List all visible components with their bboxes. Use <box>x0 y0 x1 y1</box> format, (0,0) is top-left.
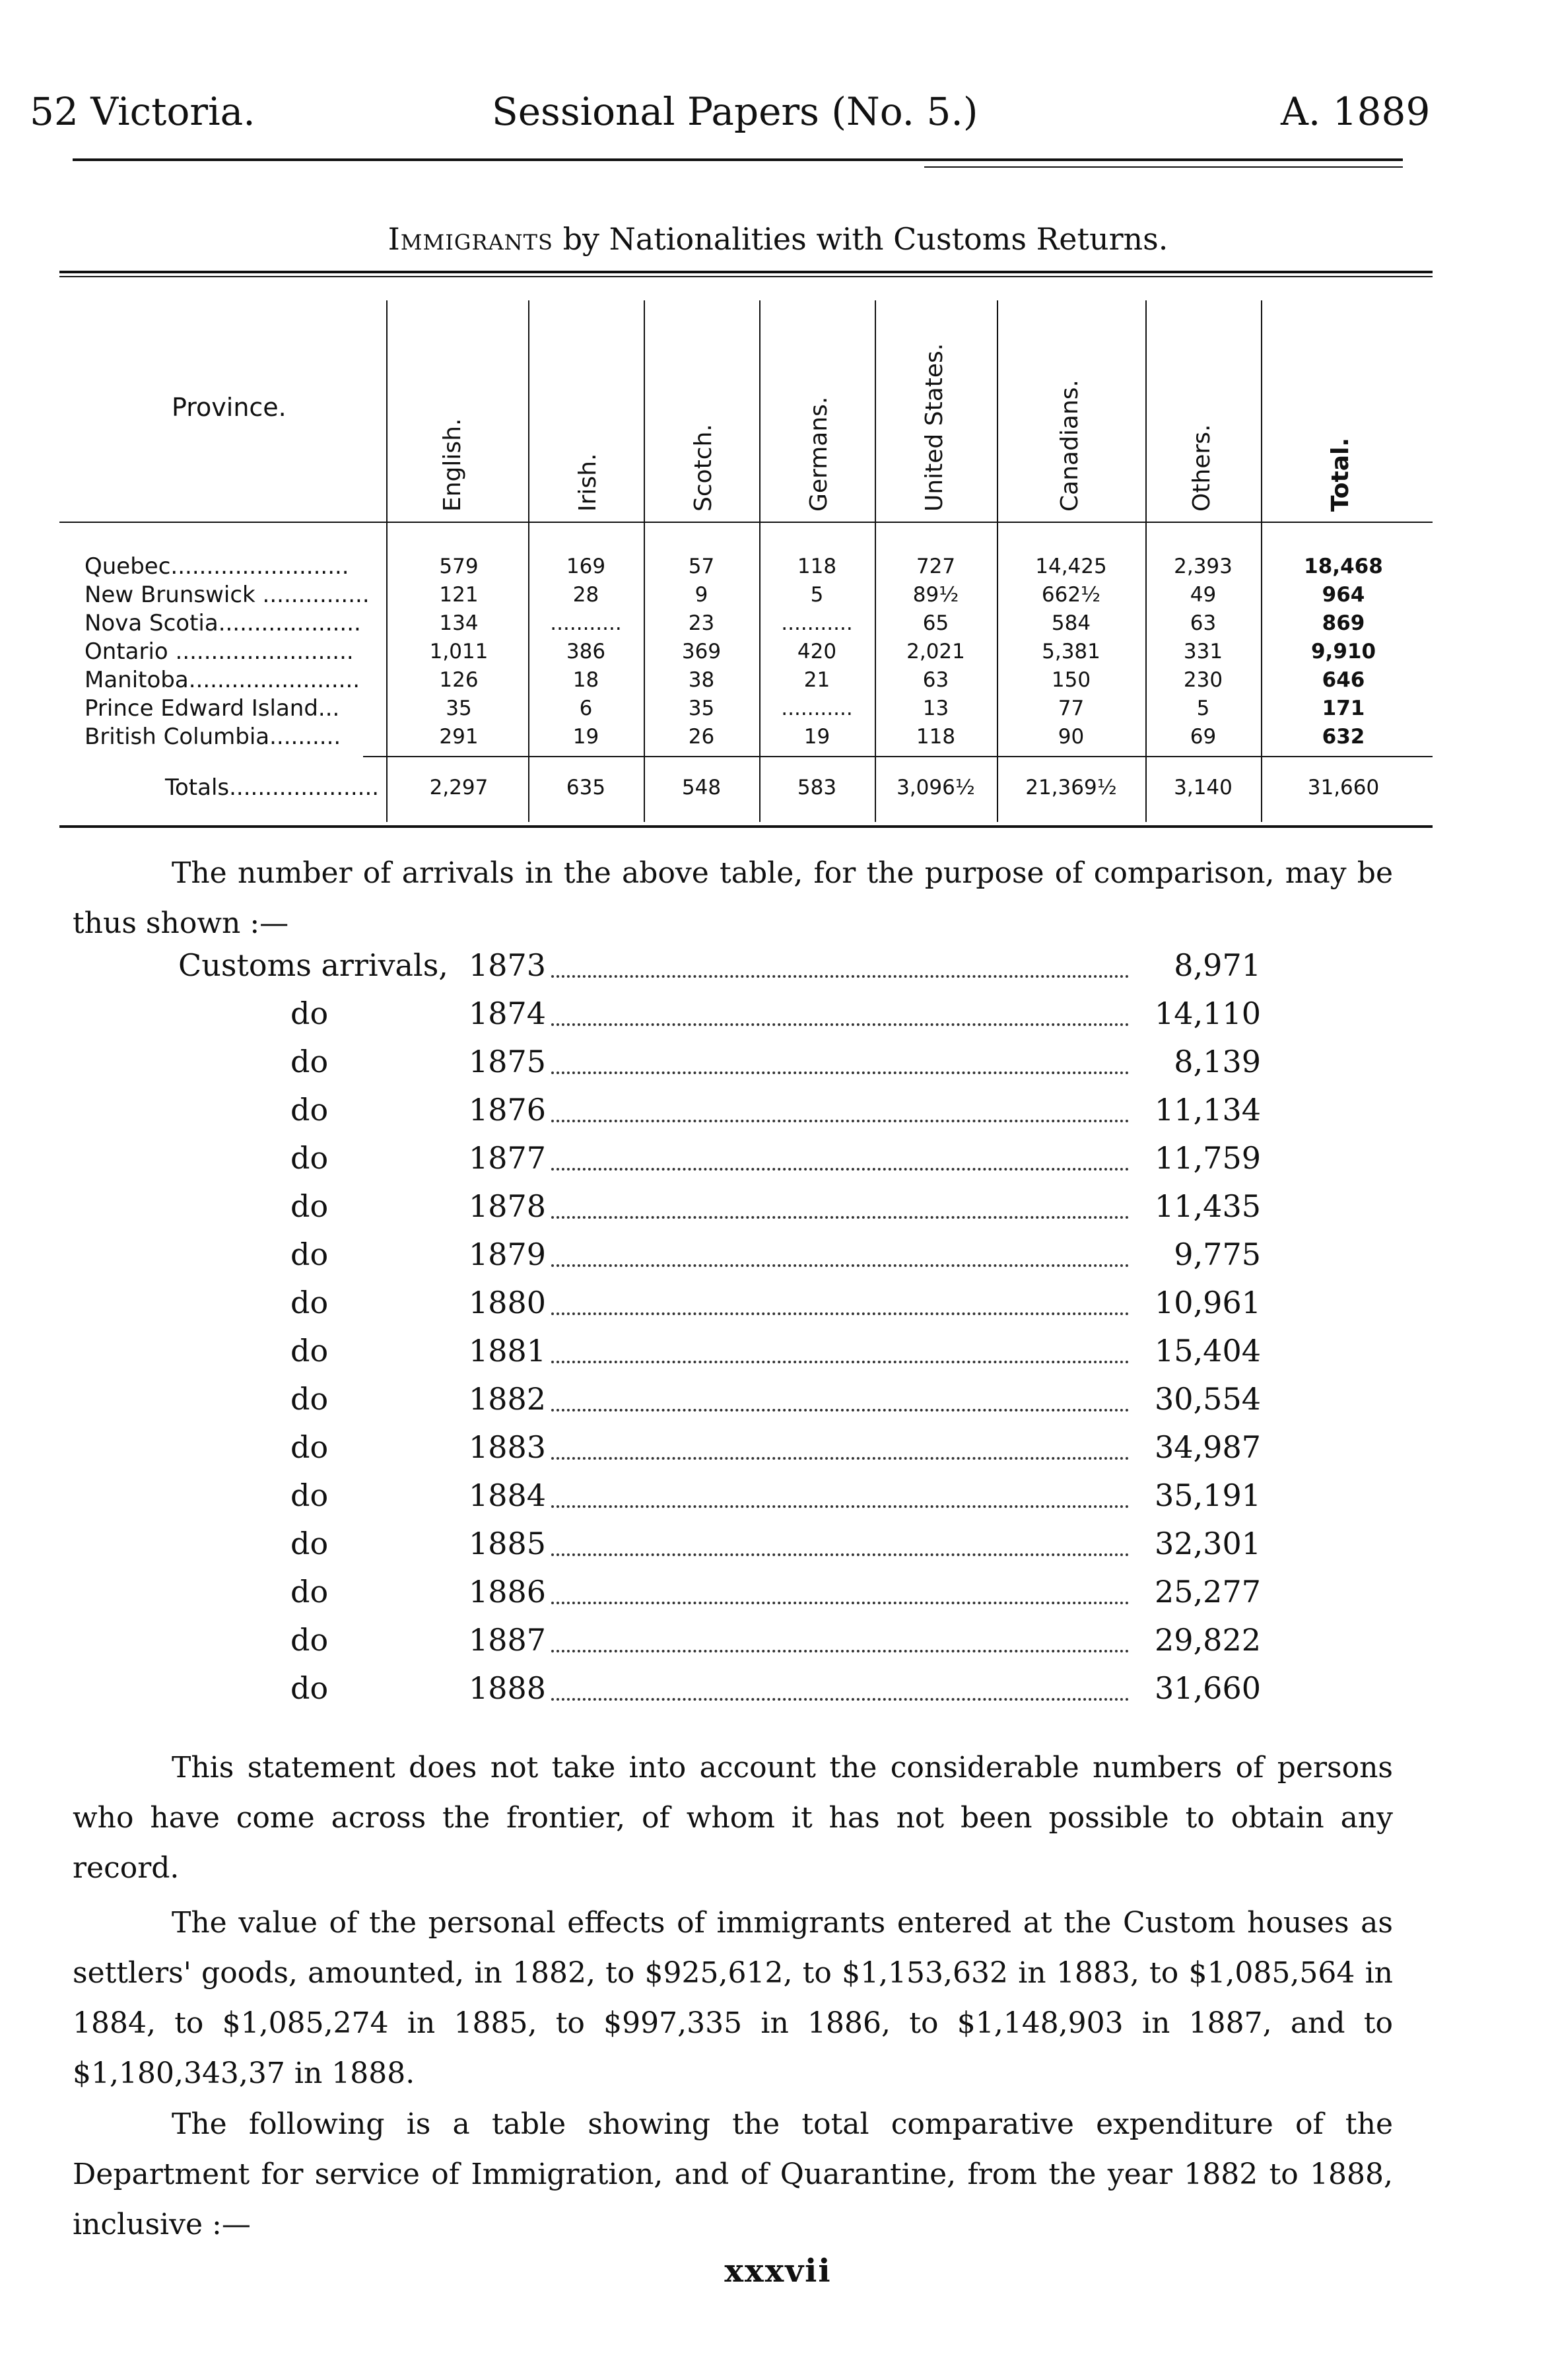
paragraph-expenditure <box>73 2099 1393 2250</box>
total-cell: 635 <box>566 776 606 799</box>
arrivals-label: do <box>290 1237 329 1272</box>
arrivals-row <box>178 1044 1261 1085</box>
col-header-total: Total. <box>1327 437 1354 512</box>
province-name: Nova Scotia.................... <box>85 610 361 636</box>
table-cell: 5 <box>810 583 824 607</box>
dot-leader <box>551 1650 1129 1652</box>
dot-leader <box>551 1409 1129 1411</box>
arrivals-value: 30,554 <box>1155 1381 1261 1417</box>
table-cell: 69 <box>1190 725 1217 749</box>
arrivals-label: do <box>290 1333 329 1369</box>
arrivals-row <box>178 1429 1261 1470</box>
arrivals-label: do <box>290 1188 329 1224</box>
page-number: xxxvii <box>724 2253 832 2290</box>
dot-leader <box>551 975 1129 978</box>
header-center: Sessional Papers (No. 5.) <box>492 89 978 134</box>
dot-leader <box>551 1457 1129 1460</box>
table-cell: 38 <box>688 668 715 692</box>
table-cell: ........... <box>781 611 853 635</box>
dot-leader <box>551 1023 1129 1026</box>
total-cell: 21,369½ <box>1025 776 1117 799</box>
arrivals-value: 29,822 <box>1155 1622 1261 1658</box>
arrivals-year: 1879 <box>469 1237 547 1272</box>
arrivals-value: 35,191 <box>1155 1478 1261 1513</box>
arrivals-year: 1878 <box>469 1188 547 1224</box>
table-cell: 5,381 <box>1042 640 1100 663</box>
arrivals-row <box>178 1574 1261 1615</box>
table-cell: 169 <box>566 555 606 578</box>
province-name: New Brunswick ............... <box>85 582 370 608</box>
province-name: Quebec......................... <box>85 553 349 580</box>
arrivals-year: 1886 <box>469 1574 547 1610</box>
table-cell: 727 <box>916 555 956 578</box>
arrivals-label: do <box>290 1478 329 1513</box>
total-cell: 583 <box>797 776 837 799</box>
arrivals-value: 8,139 <box>1174 1044 1261 1079</box>
province-name: Ontario ......................... <box>85 638 354 665</box>
table-cell: 150 <box>1051 668 1091 692</box>
totals-rule <box>363 756 1433 757</box>
table-cell: 386 <box>566 640 606 663</box>
arrivals-label: do <box>290 1429 329 1465</box>
table-cell: 230 <box>1183 668 1223 692</box>
table-cell: 964 <box>1322 583 1365 607</box>
arrivals-label: do <box>290 1526 329 1561</box>
table-cell: 14,425 <box>1035 555 1107 578</box>
table-cell: 35 <box>446 697 472 720</box>
col-divider <box>1261 300 1262 822</box>
table-cell: 584 <box>1051 611 1091 635</box>
arrivals-year: 1873 <box>469 947 547 983</box>
table-cell: 291 <box>439 725 479 749</box>
col-header-irish: Irish. <box>574 453 601 512</box>
col-divider <box>997 300 998 822</box>
table-cell: 579 <box>439 555 479 578</box>
table-cell: 5 <box>1196 697 1210 720</box>
arrivals-value: 11,134 <box>1155 1092 1261 1128</box>
arrivals-row <box>178 1237 1261 1277</box>
table-cell: 19 <box>803 725 830 749</box>
arrivals-value: 10,961 <box>1155 1285 1261 1320</box>
arrivals-year: 1883 <box>469 1429 547 1465</box>
dot-leader <box>551 1505 1129 1508</box>
arrivals-year: 1882 <box>469 1381 547 1417</box>
table-cell: 18,468 <box>1304 555 1383 578</box>
dot-leader <box>551 1312 1129 1315</box>
intro-paragraph <box>73 848 1393 949</box>
arrivals-year: 1884 <box>469 1478 547 1513</box>
table-cell: 26 <box>688 725 715 749</box>
table-cell: 420 <box>797 640 837 663</box>
header-rule-thin <box>924 166 1403 168</box>
arrivals-label: do <box>290 1381 329 1417</box>
province-name: Prince Edward Island... <box>85 695 340 722</box>
arrivals-row <box>178 1622 1261 1663</box>
dot-leader <box>551 1361 1129 1363</box>
table-cell: ........... <box>550 611 622 635</box>
total-cell: 2,297 <box>429 776 489 799</box>
table-cell: 63 <box>1190 611 1217 635</box>
table-cell: 35 <box>688 697 715 720</box>
table-cell: 89½ <box>912 583 959 607</box>
province-name: British Columbia.......... <box>85 724 341 750</box>
table-cell: 9 <box>694 583 708 607</box>
arrivals-year: 1874 <box>469 996 547 1031</box>
caption-smallcaps: Immigrants <box>388 221 553 257</box>
arrivals-row <box>178 1188 1261 1229</box>
col-divider <box>759 300 761 822</box>
header-right: A. 1889 <box>1281 89 1431 134</box>
table-cell: 49 <box>1190 583 1217 607</box>
arrivals-value: 9,775 <box>1174 1237 1261 1272</box>
arrivals-value: 8,971 <box>1174 947 1261 983</box>
arrivals-value: 25,277 <box>1155 1574 1261 1610</box>
table-cell: ........... <box>781 697 853 720</box>
table-cell: 6 <box>579 697 593 720</box>
table-cell: 632 <box>1322 725 1365 749</box>
table-top-rule-thin <box>59 276 1433 277</box>
dot-leader <box>551 1698 1129 1701</box>
dot-leader <box>551 1071 1129 1074</box>
table-cell: 662½ <box>1041 583 1101 607</box>
dot-leader <box>551 1120 1129 1122</box>
dot-leader <box>551 1168 1129 1171</box>
arrivals-label: do <box>290 1092 329 1128</box>
table-cell: 118 <box>797 555 837 578</box>
dot-leader <box>551 1216 1129 1219</box>
arrivals-label: do <box>290 1574 329 1610</box>
paragraph-effects-text: The value of the personal effects of immigrants entered at the Custom houses as settlers' goods, amounted, in 1882, to $925,612, to $1,153,632 in 1883, to $1,085,564 in 1884, to $1,085,274 in 1885, to $997,335 in 1886, to $1,148,903 in 1887, and to $1,180,343,37 in 1888. <box>73 1906 1393 2090</box>
arrivals-year: 1885 <box>469 1526 547 1561</box>
table-cell: 13 <box>922 697 949 720</box>
table-bottom-rule <box>59 825 1433 828</box>
table-cell: 1,011 <box>429 640 489 663</box>
table-cell: 28 <box>572 583 599 607</box>
arrivals-label: do <box>290 1285 329 1320</box>
paragraph-effects <box>73 1898 1393 2099</box>
table-cell: 77 <box>1058 697 1085 720</box>
col-header-scotch: Scotch. <box>690 424 717 512</box>
arrivals-row <box>178 1092 1261 1133</box>
table-cell: 65 <box>922 611 949 635</box>
arrivals-value: 32,301 <box>1155 1526 1261 1561</box>
table-cell: 18 <box>572 668 599 692</box>
total-cell: 3,096½ <box>896 776 975 799</box>
table-cell: 171 <box>1322 697 1365 720</box>
paragraph-frontier <box>73 1743 1393 1893</box>
province-header: Province. <box>172 393 287 422</box>
dot-leader <box>551 1553 1129 1556</box>
header-rule <box>73 158 1403 161</box>
dot-leader <box>551 1602 1129 1604</box>
arrivals-year: 1877 <box>469 1140 547 1176</box>
table-cell: 126 <box>439 668 479 692</box>
table-cell: 2,021 <box>906 640 965 663</box>
table-cell: 19 <box>572 725 599 749</box>
col-divider <box>875 300 876 822</box>
totals-label: Totals..................... <box>165 774 380 801</box>
table-cell: 134 <box>439 611 479 635</box>
arrivals-row <box>178 1526 1261 1567</box>
arrivals-year: 1881 <box>469 1333 547 1369</box>
total-cell: 548 <box>681 776 722 799</box>
arrivals-value: 15,404 <box>1155 1333 1261 1369</box>
arrivals-row <box>178 947 1261 988</box>
arrivals-row <box>178 1285 1261 1326</box>
total-cell: 3,140 <box>1174 776 1233 799</box>
table-cell: 369 <box>681 640 722 663</box>
col-header-united-states: United States. <box>921 343 948 512</box>
col-divider <box>644 300 645 822</box>
paragraph-frontier-text: This statement does not take into account the considerable numbers of persons who have come across the frontier, of whom it has not been possible to obtain any record. <box>73 1751 1393 1885</box>
table-cell: 331 <box>1183 640 1223 663</box>
arrivals-row <box>178 1333 1261 1374</box>
table-top-rule <box>59 271 1433 273</box>
arrivals-label: do <box>290 1670 329 1706</box>
arrivals-value: 14,110 <box>1155 996 1261 1031</box>
table-cell: 23 <box>688 611 715 635</box>
arrivals-row <box>178 1670 1261 1711</box>
province-name: Manitoba........................ <box>85 667 360 693</box>
table-cell: 57 <box>688 555 715 578</box>
dot-leader <box>551 1264 1129 1267</box>
arrivals-year: 1887 <box>469 1622 547 1658</box>
total-cell: 31,660 <box>1307 776 1380 799</box>
col-divider <box>386 300 388 822</box>
intro-text: The number of arrivals in the above table, for the purpose of comparison, may be thus shown :— <box>73 856 1393 940</box>
arrivals-row <box>178 1381 1261 1422</box>
arrivals-value: 11,435 <box>1155 1188 1261 1224</box>
arrivals-label: do <box>290 1140 329 1176</box>
arrivals-year: 1888 <box>469 1670 547 1706</box>
arrivals-row <box>178 996 1261 1037</box>
arrivals-value: 11,759 <box>1155 1140 1261 1176</box>
col-header-others: Others. <box>1188 424 1215 512</box>
table-cell: 21 <box>803 668 830 692</box>
table-cell: 9,910 <box>1310 640 1376 663</box>
arrivals-label: do <box>290 1044 329 1079</box>
col-divider <box>1145 300 1147 822</box>
table-cell: 2,393 <box>1174 555 1233 578</box>
arrivals-label: Customs arrivals, <box>178 947 448 983</box>
table-cell: 646 <box>1322 668 1365 692</box>
table-caption <box>0 221 1556 257</box>
arrivals-year: 1876 <box>469 1092 547 1128</box>
table-cell: 118 <box>916 725 956 749</box>
caption-rest: by Nationalities with Customs Returns. <box>562 221 1168 257</box>
arrivals-row <box>178 1478 1261 1518</box>
header-left: 52 Victoria. <box>30 89 255 134</box>
arrivals-year: 1875 <box>469 1044 547 1079</box>
paragraph-expenditure-text: The following is a table showing the total comparative expenditure of the Department for service of Immigration, and of Quarantine, from the year 1882 to 1888, inclusive :— <box>73 2107 1393 2241</box>
table-cell: 121 <box>439 583 479 607</box>
header-underline <box>59 522 1433 523</box>
arrivals-label: do <box>290 996 329 1031</box>
table-cell: 63 <box>922 668 949 692</box>
col-header-germans: Germans. <box>805 396 832 512</box>
arrivals-row <box>178 1140 1261 1181</box>
col-divider <box>528 300 529 822</box>
arrivals-value: 31,660 <box>1155 1670 1261 1706</box>
col-header-canadians: Canadians. <box>1056 379 1083 512</box>
arrivals-label: do <box>290 1622 329 1658</box>
table-cell: 869 <box>1322 611 1365 635</box>
arrivals-year: 1880 <box>469 1285 547 1320</box>
arrivals-value: 34,987 <box>1155 1429 1261 1465</box>
col-header-english: English. <box>439 418 466 512</box>
immigrants-table <box>73 294 1433 829</box>
table-cell: 90 <box>1058 725 1085 749</box>
